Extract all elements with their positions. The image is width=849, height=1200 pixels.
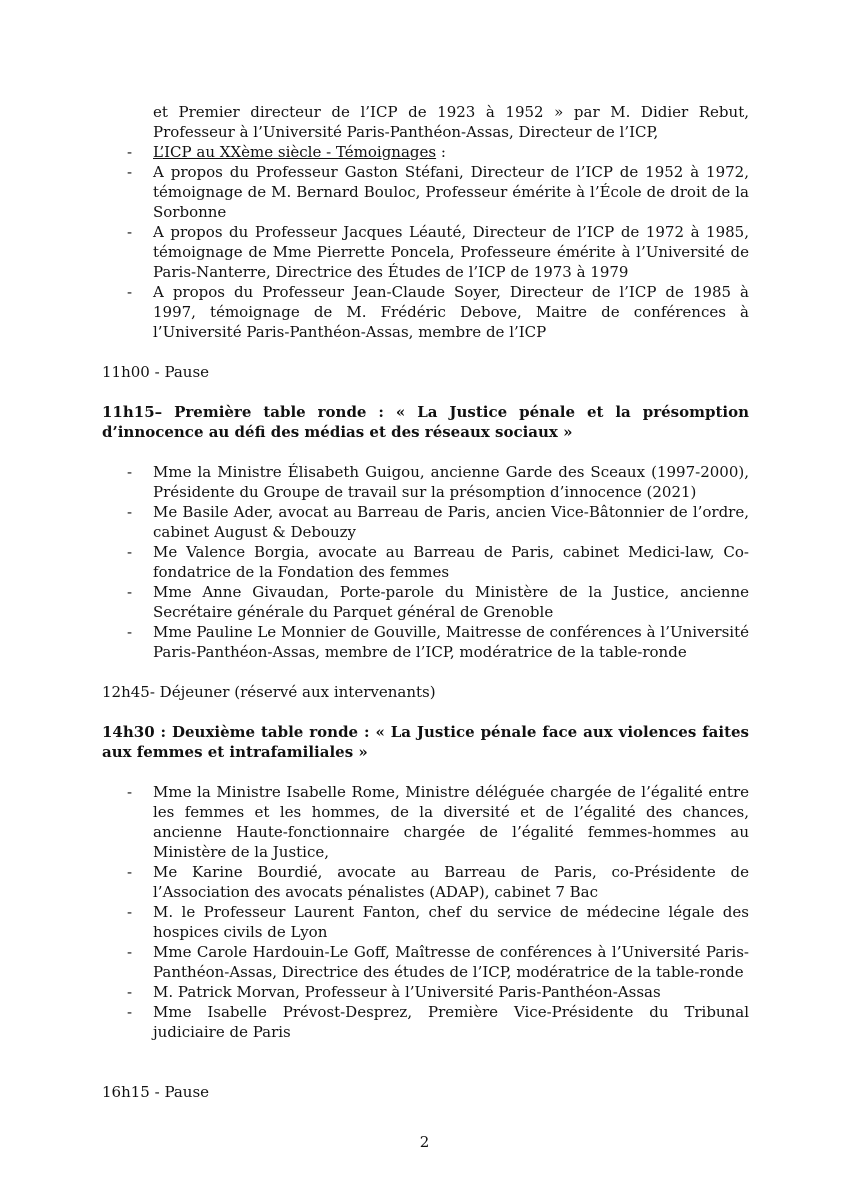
icp-heading: L’ICP au XXème siècle - Témoignages: [153, 143, 437, 161]
icp-heading-item: [102, 142, 749, 162]
dash-bullet: -: [127, 503, 133, 521]
list-item: [102, 162, 749, 222]
intro-continuation: et Premier directeur de l’ICP de 1923 à 1952 » par M. Didier Rebut, Professeur à l’Université Paris-Panthéon-Assas, Directeur de l’ICP,: [153, 103, 749, 141]
list-item: [102, 622, 749, 662]
list-item: [102, 942, 749, 982]
dash-bullet: -: [127, 983, 133, 1001]
testimony-text: A propos du Professeur Jacques Léauté, Directeur de l’ICP de 1972 à 1985, témoignage de Mme Pierrette Poncela, Professeure émérite à l’Université de Paris-Nanterre, Directrice des Études de l’ICP de 1973 à 1979: [153, 223, 749, 281]
dash-bullet: -: [127, 583, 133, 601]
dash-bullet: -: [127, 283, 133, 301]
dash-bullet: -: [127, 223, 133, 241]
list-item: [102, 282, 749, 342]
speaker-text: Me Karine Bourdié, avocate au Barreau de Paris, co-Présidente de l’Association des avocats pénalistes (ADAP), cabinet 7 Bac: [153, 863, 749, 901]
list-item: [102, 862, 749, 902]
speaker-text: Mme la Ministre Isabelle Rome, Ministre déléguée chargée de l’égalité entre les femmes et les hommes, de la diversité et de l’égalité des chances, ancienne Haute-fonctionnaire chargée de l’égalité femmes-hommes au Ministère de la Justice,: [153, 783, 749, 861]
speaker-text: Mme la Ministre Élisabeth Guigou, ancienne Garde des Sceaux (1997-2000), Présidente du Groupe de travail sur la présomption d’innocence (2021): [153, 463, 749, 501]
dash-bullet: -: [127, 943, 133, 961]
dash-bullet: -: [127, 863, 133, 881]
dash-bullet: -: [127, 143, 133, 161]
dash-bullet: -: [127, 463, 133, 481]
list-item: [102, 902, 749, 942]
speaker-text: Mme Anne Givaudan, Porte-parole du Ministère de la Justice, ancienne Secrétaire générale du Parquet général de Grenoble: [153, 583, 749, 621]
list-item: [102, 222, 749, 282]
testimony-text: A propos du Professeur Jean-Claude Soyer, Directeur de l’ICP de 1985 à 1997, témoignage de M. Frédéric Debove, Maitre de conférences à l’Université Paris-Panthéon-Assas, membre de l’ICP: [153, 283, 749, 341]
dash-bullet: -: [127, 903, 133, 921]
round-table-1-speakers: [102, 462, 749, 662]
dash-bullet: -: [127, 623, 133, 641]
list-item: [102, 502, 749, 542]
dash-bullet: -: [127, 783, 133, 801]
pause-morning: 11h00 - Pause: [102, 363, 210, 381]
list-item: [102, 462, 749, 502]
page-number: 2: [419, 1133, 430, 1151]
round-table-2-heading: 14h30 : Deuxième table ronde : « La Justice pénale face aux violences faites aux femmes et intrafamiliales »: [102, 723, 749, 761]
list-item: [102, 982, 749, 1002]
page-content: [102, 102, 749, 1102]
speaker-text: Me Valence Borgia, avocate au Barreau de Paris, cabinet Medici-law, Co-fondatrice de la Fondation des femmes: [153, 543, 749, 581]
speaker-text: Me Basile Ader, avocat au Barreau de Paris, ancien Vice-Bâtonnier de l’ordre, cabinet August & Debouzy: [153, 503, 749, 541]
list-item: [102, 782, 749, 862]
testimony-text: A propos du Professeur Gaston Stéfani, Directeur de l’ICP de 1952 à 1972, témoignage de M. Bernard Bouloc, Professeur émérite à l’École de droit de la Sorbonne: [153, 163, 749, 221]
list-item: [102, 542, 749, 582]
round-table-2-speakers: [102, 782, 749, 1042]
icp-heading-suffix: :: [436, 143, 446, 161]
speaker-text: Mme Pauline Le Monnier de Gouville, Maitresse de conférences à l’Université Paris-Panthéon-Assas, membre de l’ICP, modératrice de la table-ronde: [153, 623, 749, 661]
list-item: [102, 582, 749, 622]
dash-bullet: -: [127, 163, 133, 181]
speaker-text: M. Patrick Morvan, Professeur à l’Université Paris-Panthéon-Assas: [153, 983, 661, 1001]
lunch-break: 12h45- Déjeuner (réservé aux intervenants): [102, 683, 436, 701]
round-table-1-heading: 11h15– Première table ronde : « La Justice pénale et la présomption d’innocence au défi des médias et des réseaux sociaux »: [102, 403, 749, 441]
list-item: [102, 1002, 749, 1042]
speaker-text: Mme Carole Hardouin-Le Goff, Maîtresse de conférences à l’Université Paris-Panthéon-Assas, Directrice des études de l’ICP, modératrice de la table-ronde: [153, 943, 749, 981]
dash-bullet: -: [127, 1003, 133, 1021]
dash-bullet: -: [127, 543, 133, 561]
icp-testimonies-list: [102, 142, 749, 342]
speaker-text: M. le Professeur Laurent Fanton, chef du service de médecine légale des hospices civils de Lyon: [153, 903, 749, 941]
speaker-text: Mme Isabelle Prévost-Desprez, Première Vice-Présidente du Tribunal judiciaire de Paris: [153, 1003, 749, 1041]
pause-afternoon: 16h15 - Pause: [102, 1083, 210, 1101]
